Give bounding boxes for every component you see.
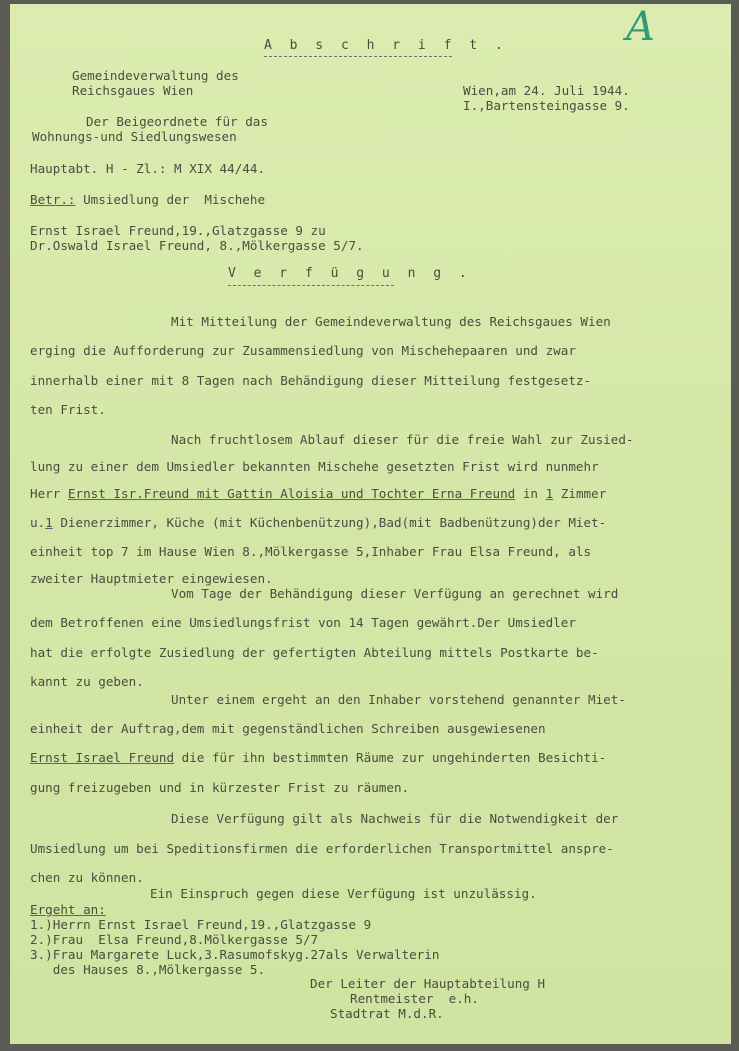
body-line-7-end: Zimmer bbox=[553, 486, 607, 501]
body-line-7-middle: in bbox=[515, 486, 546, 501]
body-line-8-start: u. bbox=[30, 515, 46, 530]
body-line-20: Umsiedlung um bei Speditionsfirmen die erforderlichen Transportmittel anspre- bbox=[30, 841, 614, 856]
handwritten-mark: A bbox=[626, 4, 655, 50]
distribution-item-1: 1.)Herrn Ernst Israel Freund,19.,Glatzgasse 9 bbox=[30, 917, 372, 932]
body-line-2: erging die Aufforderung zur Zusammensiedlung von Mischehepaaren und zwar bbox=[30, 343, 576, 358]
body-line-15: Unter einem ergeht an den Inhaber vorstehend genannter Miet- bbox=[171, 692, 626, 707]
party-line-1: Ernst Israel Freund,19.,Glatzgasse 9 zu bbox=[30, 223, 326, 238]
signature-line-2: Rentmeister e.h. bbox=[350, 991, 479, 1006]
sender-line-3: Der Beigeordnete für das bbox=[86, 114, 268, 129]
body-line-8 bbox=[30, 515, 606, 530]
body-line-18: gung freizugeben und in kürzester Frist zu räumen. bbox=[30, 780, 410, 795]
subject-label: Betr.: bbox=[30, 192, 76, 207]
body-line-7-names: Ernst Isr.Freund mit Gattin Aloisia und Tochter Erna Freund bbox=[67, 486, 516, 501]
body-line-1: Mit Mitteilung der Gemeindeverwaltung des Reichsgaues Wien bbox=[171, 314, 611, 329]
distribution-item-2: 2.)Frau Elsa Freund,8.Mölkergasse 5/7 bbox=[30, 932, 319, 947]
signature-line-1: Der Leiter der Hauptabteilung H bbox=[310, 976, 546, 991]
body-line-9: einheit top 7 im Hause Wien 8.,Mölkergasse 5,Inhaber Frau Elsa Freund, als bbox=[30, 544, 592, 559]
party-line-2: Dr.Oswald Israel Freund, 8.,Mölkergasse 5/7. bbox=[30, 238, 364, 253]
subject-line bbox=[30, 192, 265, 207]
body-line-19: Diese Verfügung gilt als Nachweis für die Notwendigkeit der bbox=[171, 811, 619, 826]
sender-line-2: Reichsgaues Wien bbox=[72, 83, 194, 98]
distribution-item-4: des Hauses 8.,Mölkergasse 5. bbox=[30, 962, 266, 977]
body-line-17-end: die für ihn bestimmten Räume zur ungehinderten Besichti- bbox=[174, 750, 607, 765]
sender-line-1: Gemeindeverwaltung des bbox=[72, 68, 239, 83]
body-line-21: chen zu können. bbox=[30, 870, 144, 885]
body-line-13: hat die erfolgte Zusiedlung der gefertigten Abteilung mittels Postkarte be- bbox=[30, 645, 599, 660]
body-line-4: ten Frist. bbox=[30, 402, 106, 417]
title-underline bbox=[228, 285, 394, 286]
body-line-11: Vom Tage der Behändigung dieser Verfügung an gerechnet wird bbox=[171, 586, 619, 601]
place-date: Wien,am 24. Juli 1944. bbox=[463, 83, 630, 98]
reference-number: Hauptabt. H - Zl.: M XIX 44/44. bbox=[30, 161, 266, 176]
title-verfuegung: V e r f ü g u n g . bbox=[228, 266, 472, 281]
body-line-3: innerhalb einer mit 8 Tagen nach Behändigung dieser Mitteilung festgesetz- bbox=[30, 373, 592, 388]
body-line-14: kannt zu geben. bbox=[30, 674, 144, 689]
document-page bbox=[10, 4, 731, 1044]
body-line-16: einheit der Auftrag,dem mit gegenständlichen Schreiben ausgewiesenen bbox=[30, 721, 546, 736]
office-address: I.,Bartensteingasse 9. bbox=[463, 98, 630, 113]
body-line-17-name: Ernst Israel Freund bbox=[30, 750, 175, 765]
body-line-10: zweiter Hauptmieter eingewiesen. bbox=[30, 571, 273, 586]
body-line-22: Ein Einspruch gegen diese Verfügung ist unzulässig. bbox=[150, 886, 537, 901]
body-line-12: dem Betroffenen eine Umsiedlungsfrist von 14 Tagen gewährt.Der Umsiedler bbox=[30, 615, 576, 630]
heading-abschrift: A b s c h r i f t . bbox=[264, 38, 508, 53]
body-line-8-end: Dienerzimmer, Küche (mit Küchenbenützung),Bad(mit Badbenützung)der Miet- bbox=[52, 515, 607, 530]
distribution-label: Ergeht an: bbox=[30, 902, 106, 917]
distribution-item-3: 3.)Frau Margarete Luck,3.Rasumofskyg.27als Verwalterin bbox=[30, 947, 440, 962]
body-line-8-count: 1 bbox=[45, 515, 53, 530]
heading-underline bbox=[264, 56, 452, 57]
signature-line-3: Stadtrat M.d.R. bbox=[330, 1006, 444, 1021]
body-line-6: lung zu einer dem Umsiedler bekannten Mischehe gesetzten Frist wird nunmehr bbox=[30, 459, 599, 474]
body-line-7-count: 1 bbox=[545, 486, 554, 501]
body-line-5: Nach fruchtlosem Ablauf dieser für die freie Wahl zur Zusied- bbox=[171, 432, 634, 447]
sender-line-4: Wohnungs-und Siedlungswesen bbox=[32, 129, 237, 144]
body-line-7-start: Herr bbox=[30, 486, 68, 501]
body-line-7 bbox=[30, 486, 606, 501]
body-line-17 bbox=[30, 750, 606, 765]
subject-text: Umsiedlung der Mischehe bbox=[75, 192, 266, 207]
